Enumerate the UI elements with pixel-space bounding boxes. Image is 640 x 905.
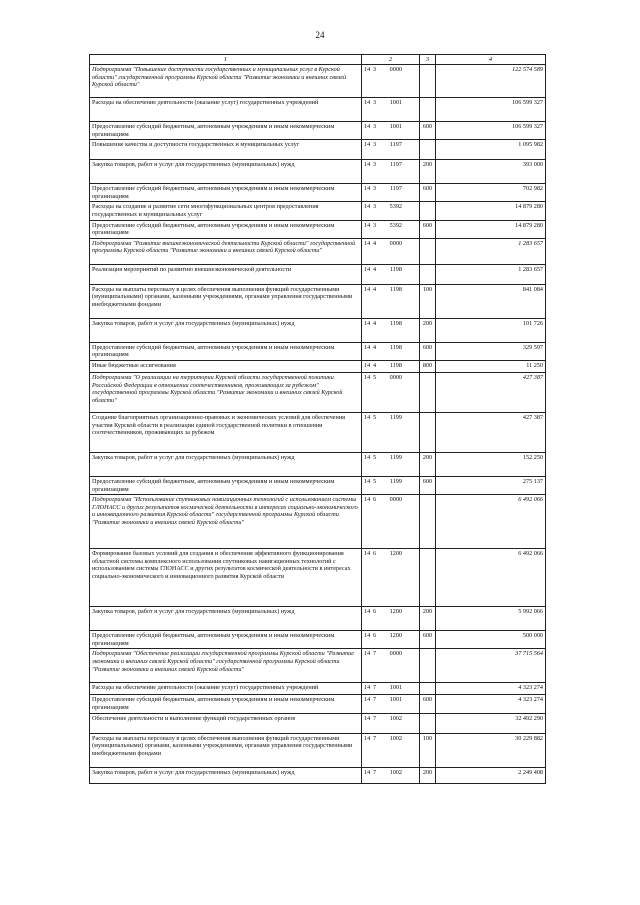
row-expense-type <box>420 372 436 412</box>
row-code-subsection: 4 <box>373 319 377 327</box>
row-expense-type <box>420 140 436 160</box>
row-code-section: 14 <box>364 239 371 247</box>
row-name: Предоставление субсидий бюджетным, автономным учреждениям и иным некоммерческим организациям <box>90 695 362 713</box>
row-code <box>362 452 420 476</box>
row-name: Предоставление субсидий бюджетным, автономным учреждениям и иным некоммерческим организациям <box>90 342 362 360</box>
row-amount: 427 387 <box>436 372 546 412</box>
row-code-section: 14 <box>364 123 371 130</box>
table-row <box>90 65 546 98</box>
row-code <box>362 264 420 284</box>
row-code <box>362 631 420 649</box>
row-expense-type: 600 <box>420 476 436 494</box>
row-name: Закупка товаров, работ и услуг для государственных (муниципальных) нужд <box>90 318 362 342</box>
row-amount: 2 249 408 <box>436 767 546 783</box>
row-expense-type <box>420 98 436 122</box>
row-code-subsection: 5 <box>373 373 377 381</box>
row-code-section: 14 <box>364 361 371 369</box>
row-code-subsection: 4 <box>373 343 377 351</box>
row-name: Формирование базовых условий для создания и обеспечения эффективного функционирования областной системы комплексного использования спутниковых навигационных технологий с использованием системы ГЛОНАСС и других результатов космической деятельности в интересах социально-экономического и инновационного развития Курской области <box>90 549 362 607</box>
row-expense-type: 100 <box>420 284 436 318</box>
row-code-target: 0000 <box>389 650 402 658</box>
row-code <box>362 122 420 140</box>
row-amount: 4 323 274 <box>436 683 546 695</box>
table-row <box>90 476 546 494</box>
row-code <box>362 713 420 733</box>
table-row <box>90 649 546 683</box>
row-code-section: 14 <box>364 714 371 722</box>
row-name: Закупка товаров, работ и услуг для государственных (муниципальных) нужд <box>90 767 362 783</box>
row-amount: 30 229 882 <box>436 733 546 767</box>
budget-table <box>89 54 546 784</box>
row-code <box>362 284 420 318</box>
table-row <box>90 264 546 284</box>
row-code-subsection: 3 <box>373 161 377 169</box>
row-code-section: 14 <box>364 221 371 229</box>
row-code-subsection: 3 <box>373 221 377 229</box>
row-code <box>362 476 420 494</box>
table-row <box>90 202 546 220</box>
row-code <box>362 607 420 631</box>
row-code-target: 1199 <box>389 477 402 485</box>
row-expense-type <box>420 202 436 220</box>
row-amount: 11 250 <box>436 360 546 372</box>
row-name: Расходы на обеспечение деятельности (оказание услуг) государственных учреждений <box>90 683 362 695</box>
row-expense-type: 200 <box>420 452 436 476</box>
row-amount: 4 323 274 <box>436 695 546 713</box>
row-code-target: 0000 <box>389 496 402 504</box>
row-amount: 1 095 982 <box>436 140 546 160</box>
row-code-section: 14 <box>364 734 371 742</box>
row-name: Закупка товаров, работ и услуг для государственных (муниципальных) нужд <box>90 452 362 476</box>
row-amount: 106 599 327 <box>436 122 546 140</box>
table-row <box>90 607 546 631</box>
row-expense-type <box>420 713 436 733</box>
table-row <box>90 495 546 549</box>
row-name: Подпрограмма "Развитие внешнеэкономической деятельности Курской области" государственной программы Курской области "Развитие экономики и внешних связей Курской области" <box>90 238 362 264</box>
row-code-target: 1001 <box>389 684 402 692</box>
row-code-subsection: 3 <box>373 123 377 130</box>
row-code <box>362 683 420 695</box>
row-code <box>362 220 420 238</box>
row-expense-type: 600 <box>420 342 436 360</box>
row-amount: 106 599 327 <box>436 98 546 122</box>
row-expense-type <box>420 549 436 607</box>
row-code-subsection: 7 <box>373 714 377 722</box>
row-expense-type: 600 <box>420 695 436 713</box>
row-code <box>362 238 420 264</box>
row-name: Подпрограмма "Повышение доступности государственных и муниципальных услуг в Курской области" государственной программы Курской области "Развитие экономики и внешних связей Курской области" <box>90 65 362 98</box>
row-name: Предоставление субсидий бюджетным, автономным учреждениям и иным некоммерческим организациям <box>90 122 362 140</box>
row-code-target: 1198 <box>389 265 402 273</box>
row-code <box>362 733 420 767</box>
header-col-1: 1 <box>90 55 362 65</box>
row-amount: 5 992 066 <box>436 607 546 631</box>
row-code-subsection: 3 <box>373 141 377 149</box>
row-code-target: 1002 <box>389 768 402 776</box>
row-code-target: 1197 <box>389 185 402 193</box>
row-amount: 427 387 <box>436 412 546 452</box>
row-code-section: 14 <box>364 496 371 504</box>
row-code-target: 1199 <box>389 453 402 461</box>
row-code <box>362 412 420 452</box>
row-expense-type: 800 <box>420 360 436 372</box>
row-amount: 32 492 290 <box>436 713 546 733</box>
row-expense-type <box>420 683 436 695</box>
row-code <box>362 202 420 220</box>
row-code-section: 14 <box>364 203 371 211</box>
row-expense-type <box>420 495 436 549</box>
row-code-target: 1200 <box>389 608 402 616</box>
row-code-section: 14 <box>364 650 371 658</box>
row-code-target: 1200 <box>389 550 402 558</box>
row-code-target: 1001 <box>389 123 402 130</box>
row-code-subsection: 3 <box>373 185 377 193</box>
row-amount: 329 597 <box>436 342 546 360</box>
row-code <box>362 184 420 202</box>
row-expense-type <box>420 264 436 284</box>
row-amount: 702 982 <box>436 184 546 202</box>
header-col-4: 4 <box>436 55 546 65</box>
row-code-section: 14 <box>364 696 371 704</box>
table-row <box>90 122 546 140</box>
row-code-target: 1198 <box>389 361 402 369</box>
row-code-subsection: 7 <box>373 696 377 704</box>
table-row <box>90 98 546 122</box>
row-name: Подпрограмма "О реализации на территории Курской области государственной политики Российской Федерации в отношении соотечественников, проживающих за рубежом" государственной программы Курской области "Развитие экономики и внешних связей Курской области" <box>90 372 362 412</box>
table-row <box>90 713 546 733</box>
row-code-section: 14 <box>364 185 371 193</box>
row-amount: 500 000 <box>436 631 546 649</box>
header-col-2: 2 <box>362 55 420 65</box>
row-code-subsection: 5 <box>373 453 377 461</box>
header-col-3: 3 <box>420 55 436 65</box>
row-code-section: 14 <box>364 343 371 351</box>
row-name: Предоставление субсидий бюджетным, автономным учреждениям и иным некоммерческим организациям <box>90 184 362 202</box>
row-code-target: 1001 <box>389 99 402 106</box>
row-name: Обеспечение деятельности и выполнение функций государственных органов <box>90 713 362 733</box>
row-code-target: 0000 <box>389 239 402 247</box>
row-code-section: 14 <box>364 285 371 293</box>
row-expense-type: 200 <box>420 607 436 631</box>
row-code-section: 14 <box>364 141 371 149</box>
row-name: Предоставление субсидий бюджетным, автономным учреждениям и иным некоммерческим организациям <box>90 476 362 494</box>
row-code-subsection: 6 <box>373 550 377 558</box>
row-expense-type: 200 <box>420 160 436 184</box>
row-expense-type <box>420 649 436 683</box>
row-code-subsection: 3 <box>373 66 377 73</box>
row-code <box>362 140 420 160</box>
row-code <box>362 342 420 360</box>
row-name: Закупка товаров, работ и услуг для государственных (муниципальных) нужд <box>90 607 362 631</box>
row-code-section: 14 <box>364 161 371 169</box>
row-expense-type <box>420 412 436 452</box>
row-code-target: 1198 <box>389 285 402 293</box>
row-amount: 6 492 066 <box>436 549 546 607</box>
row-code-target: 1198 <box>389 343 402 351</box>
row-code-subsection: 4 <box>373 361 377 369</box>
table-row <box>90 631 546 649</box>
row-code-subsection: 5 <box>373 477 377 485</box>
row-expense-type: 100 <box>420 733 436 767</box>
row-code-subsection: 7 <box>373 768 377 776</box>
row-code-target: 5392 <box>389 203 402 211</box>
table-row <box>90 412 546 452</box>
row-code <box>362 318 420 342</box>
row-code-target: 1001 <box>389 696 402 704</box>
row-amount: 1 283 657 <box>436 238 546 264</box>
row-expense-type: 200 <box>420 767 436 783</box>
table-header-row <box>90 55 546 65</box>
table-row <box>90 683 546 695</box>
row-expense-type: 600 <box>420 220 436 238</box>
row-code-section: 14 <box>364 477 371 485</box>
row-code-target: 1002 <box>389 714 402 722</box>
row-code-target: 1002 <box>389 734 402 742</box>
table-row <box>90 342 546 360</box>
table-row <box>90 695 546 713</box>
row-code <box>362 549 420 607</box>
row-amount: 393 000 <box>436 160 546 184</box>
row-code <box>362 160 420 184</box>
table-row <box>90 184 546 202</box>
row-name: Повышение качества и доступности государственных и муниципальных услуг <box>90 140 362 160</box>
row-code <box>362 372 420 412</box>
row-amount: 14 879 280 <box>436 220 546 238</box>
table-row <box>90 160 546 184</box>
table-body <box>90 65 546 784</box>
row-code-target: 1200 <box>389 632 402 640</box>
row-amount: 1 283 657 <box>436 264 546 284</box>
row-code-target: 1198 <box>389 319 402 327</box>
row-code-section: 14 <box>364 265 371 273</box>
row-code <box>362 767 420 783</box>
row-name: Реализация мероприятий по развитию внешнеэкономической деятельности <box>90 264 362 284</box>
table-row <box>90 238 546 264</box>
row-code-section: 14 <box>364 632 371 640</box>
row-code <box>362 360 420 372</box>
row-code-subsection: 6 <box>373 608 377 616</box>
row-code-subsection: 4 <box>373 285 377 293</box>
page-number: 24 <box>315 30 325 40</box>
table-row <box>90 549 546 607</box>
row-code <box>362 98 420 122</box>
row-amount: 6 492 066 <box>436 495 546 549</box>
row-code-target: 1197 <box>389 161 402 169</box>
row-code-section: 14 <box>364 768 371 776</box>
row-name: Расходы на обеспечение деятельности (оказание услуг) государственных учреждений <box>90 98 362 122</box>
row-code-target: 0000 <box>389 66 402 73</box>
row-code-subsection: 6 <box>373 632 377 640</box>
row-expense-type: 200 <box>420 318 436 342</box>
row-code-target: 0000 <box>389 373 402 381</box>
row-amount: 152 250 <box>436 452 546 476</box>
row-name: Подпрограмма "Обеспечение реализации государственной программы Курской области "Развитие экономики и внешних связей Курской области" государственной программы Курской области "Развитие экономики и внешних связей Курской области" <box>90 649 362 683</box>
row-code-target: 1197 <box>389 141 402 149</box>
table-row <box>90 360 546 372</box>
row-amount: 101 726 <box>436 318 546 342</box>
table-row <box>90 284 546 318</box>
row-code-section: 14 <box>364 413 371 421</box>
row-code-subsection: 5 <box>373 413 377 421</box>
row-code-section: 14 <box>364 319 371 327</box>
row-expense-type: 600 <box>420 184 436 202</box>
row-name: Предоставление субсидий бюджетным, автономным учреждениям и иным некоммерческим организациям <box>90 220 362 238</box>
row-code-section: 14 <box>364 608 371 616</box>
row-code-subsection: 6 <box>373 496 377 504</box>
row-code-section: 14 <box>364 99 371 106</box>
row-code <box>362 695 420 713</box>
row-name: Иные бюджетные ассигнования <box>90 360 362 372</box>
row-code-target: 5392 <box>389 221 402 229</box>
table-row <box>90 452 546 476</box>
row-code-section: 14 <box>364 373 371 381</box>
row-code-target: 1199 <box>389 413 402 421</box>
row-name: Предоставление субсидий бюджетным, автономным учреждениям и иным некоммерческим организациям <box>90 631 362 649</box>
row-code-subsection: 7 <box>373 650 377 658</box>
row-code-subsection: 7 <box>373 684 377 692</box>
row-code-section: 14 <box>364 550 371 558</box>
row-expense-type: 600 <box>420 631 436 649</box>
table-row <box>90 318 546 342</box>
row-code-subsection: 3 <box>373 203 377 211</box>
row-code-subsection: 4 <box>373 239 377 247</box>
row-name: Создание благоприятных организационно-правовых и экономических условий для обеспечения участия Курской области в реализации единой государственной политики в отношении соотечественников, проживающих за рубежом <box>90 412 362 452</box>
row-code-subsection: 4 <box>373 265 377 273</box>
row-amount: 841 084 <box>436 284 546 318</box>
table-row <box>90 733 546 767</box>
row-amount: 275 137 <box>436 476 546 494</box>
row-expense-type <box>420 65 436 98</box>
table-row <box>90 220 546 238</box>
row-amount: 14 879 280 <box>436 202 546 220</box>
row-code-section: 14 <box>364 684 371 692</box>
row-name: Подпрограмма "Использование спутниковых навигационных технологий с использованием системы ГЛОНАСС и других результатов космической деятельности в интересах социально-экономического и инновационного развития Курской области" государственной программы Курской области "Развитие экономики и внешних связей Курской области" <box>90 495 362 549</box>
row-name: Расходы на выплаты персоналу в целях обеспечения выполнения функций государственными (муниципальными) органами, казенными учреждениями, органами управления государственными внебюджетными фондами <box>90 733 362 767</box>
row-amount: 37 715 564 <box>436 649 546 683</box>
row-code <box>362 649 420 683</box>
table-row <box>90 140 546 160</box>
row-code-section: 14 <box>364 66 371 73</box>
row-name: Расходы на создание и развитие сети многофункциональных центров предоставления государственных и муниципальных услуг <box>90 202 362 220</box>
row-code <box>362 495 420 549</box>
table-row <box>90 767 546 783</box>
row-code-subsection: 7 <box>373 734 377 742</box>
row-name: Закупка товаров, работ и услуг для государственных (муниципальных) нужд <box>90 160 362 184</box>
row-code-subsection: 3 <box>373 99 377 106</box>
row-code <box>362 65 420 98</box>
row-code-section: 14 <box>364 453 371 461</box>
table-row <box>90 372 546 412</box>
row-expense-type <box>420 238 436 264</box>
row-amount: 122 574 589 <box>436 65 546 98</box>
row-name: Расходы на выплаты персоналу в целях обеспечения выполнения функций государственными (муниципальными) органами, казенными учреждениями, органами управления государственными внебюджетными фондами <box>90 284 362 318</box>
row-expense-type: 600 <box>420 122 436 140</box>
